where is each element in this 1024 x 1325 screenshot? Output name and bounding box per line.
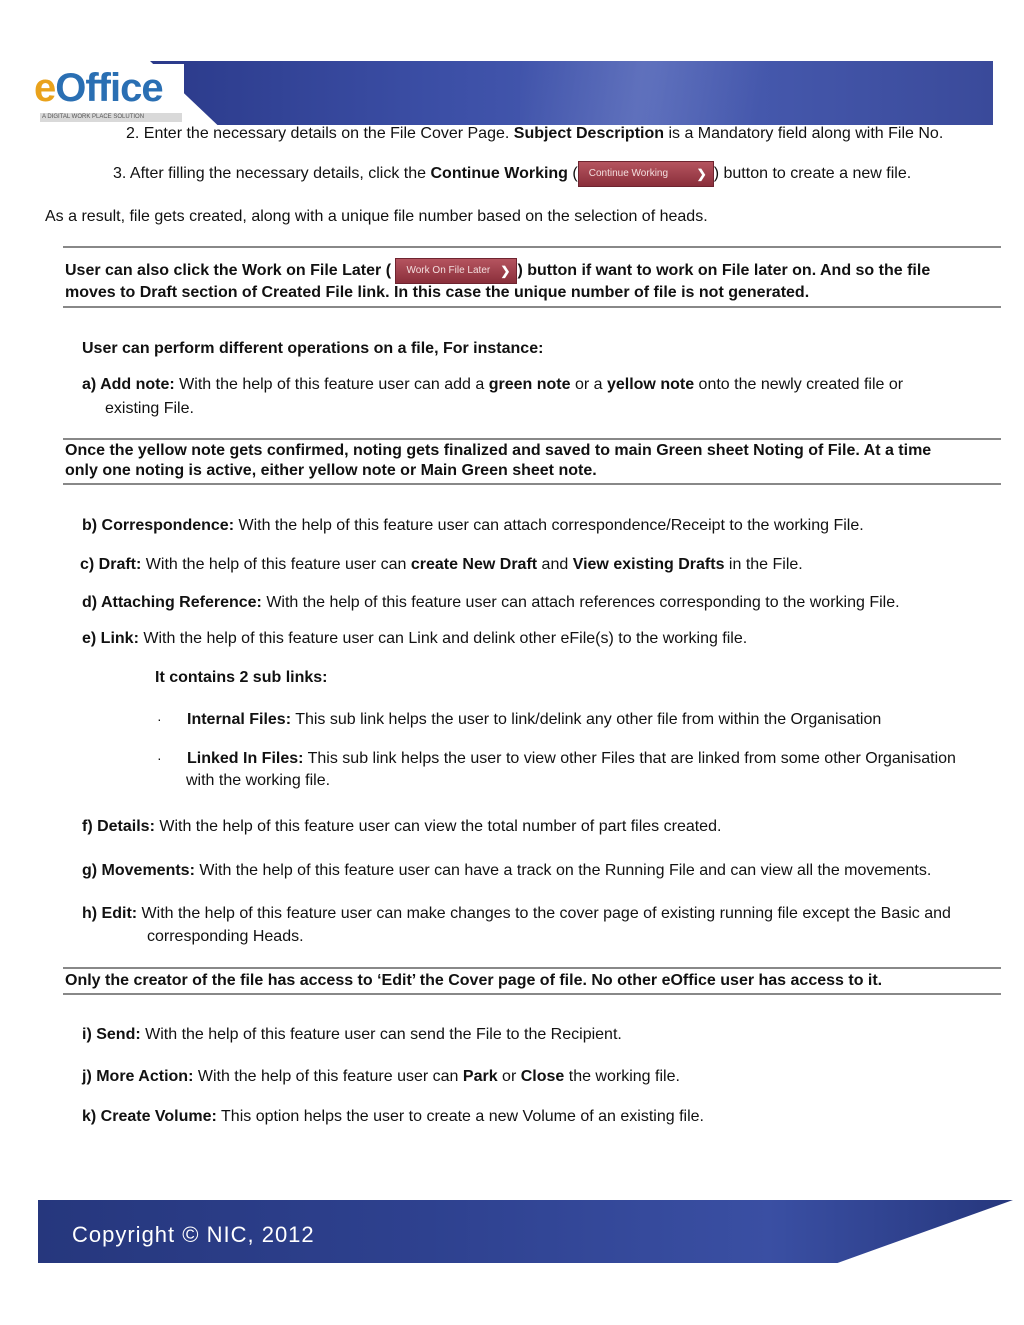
attaching-reference-item: d) Attaching Reference: With the help of this feature user can attach references corresponding to the working File. (82, 594, 900, 611)
linked-in-files-line2: with the working file. (186, 772, 331, 789)
note-rule-bottom (63, 306, 1001, 308)
step-2-text: 2. Enter the necessary details on the File Cover Page. Subject Description is a Mandatory field along with File No. (126, 125, 944, 142)
create-volume-item: k) Create Volume: This option helps the user to create a new Volume of an existing file. (82, 1108, 704, 1125)
movements-item: g) Movements: With the help of this feature user can have a track on the Running File and can view all the movements. (82, 862, 932, 879)
correspondence-item: b) Correspondence: With the help of this feature user can attach correspondence/Receipt to the working File. (82, 517, 864, 534)
link-item: e) Link: With the help of this feature user can Link and delink other eFile(s) to the working file. (82, 630, 748, 647)
work-later-note-line2: moves to Draft section of Created File link. In this case the unique number of file is not generated. (65, 284, 810, 301)
internal-files-item: Internal Files: This sub link helps the user to link/delink any other file from within the Organisation (187, 711, 882, 728)
header-banner-streak (520, 61, 820, 125)
note-rule-bottom (63, 993, 1001, 995)
eoffice-logo: eOffice A DIGITAL WORK PLACE SOLUTION (34, 64, 184, 124)
chevron-right-icon: ❯ (696, 167, 707, 181)
note-rule-bottom (63, 483, 1001, 485)
continue-working-button[interactable]: Continue Working ❯ (578, 161, 714, 187)
more-action-item: j) More Action: With the help of this feature user can Park or Close the working file. (82, 1068, 680, 1085)
linked-in-files-item: Linked In Files: This sub link helps the user to view other Files that are linked from some other Organisation (187, 750, 956, 767)
edit-item-line2: corresponding Heads. (147, 928, 304, 945)
header-banner (0, 56, 1024, 128)
result-text: As a result, file gets created, along with a unique file number based on the selection of heads. (45, 208, 708, 225)
operations-intro: User can perform different operations on a file, For instance: (82, 340, 544, 357)
note-rule-top (63, 438, 1001, 440)
edit-item: h) Edit: With the help of this feature user can make changes to the cover page of existing running file except the Basic and (82, 905, 951, 922)
work-on-file-later-button[interactable]: Work On File Later ❯ (395, 258, 517, 284)
sublinks-intro: It contains 2 sub links: (155, 669, 328, 686)
logo-tagline: A DIGITAL WORK PLACE SOLUTION (40, 113, 182, 122)
note-rule-top (63, 967, 1001, 969)
add-note-item: a) Add note: With the help of this feature user can add a green note or a yellow note onto the newly created file or (82, 376, 904, 393)
work-later-note-line1: User can also click the Work on File Later ( Work On File Later ❯ ) button if want to work on File later on. And so the file (65, 258, 930, 284)
copyright-text: Copyright © NIC, 2012 (72, 1222, 315, 1247)
note-rule-top (63, 246, 1001, 248)
bullet-icon: · (157, 711, 162, 727)
details-item: f) Details: With the help of this feature user can view the total number of part files created. (82, 818, 722, 835)
yellow-note-line1: Once the yellow note gets confirmed, noting gets finalized and saved to main Green sheet Noting of File. At a time (65, 442, 932, 459)
step-3-text: 3. After filling the necessary details, click the Continue Working ( Continue Working ❯ ) button to create a new file. (113, 161, 911, 187)
yellow-note-line2: only one noting is active, either yellow note or Main Green sheet note. (65, 462, 597, 479)
bullet-icon: · (157, 750, 162, 766)
chevron-right-icon: ❯ (500, 264, 511, 278)
add-note-item-line2: existing File. (105, 400, 194, 417)
edit-access-note: Only the creator of the file has access to ‘Edit’ the Cover page of file. No other eOffice user has access to it. (65, 972, 883, 989)
send-item: i) Send: With the help of this feature user can send the File to the Recipient. (82, 1026, 622, 1043)
draft-item: c) Draft: With the help of this feature user can create New Draft and View existing Drafts in the File. (80, 556, 803, 573)
